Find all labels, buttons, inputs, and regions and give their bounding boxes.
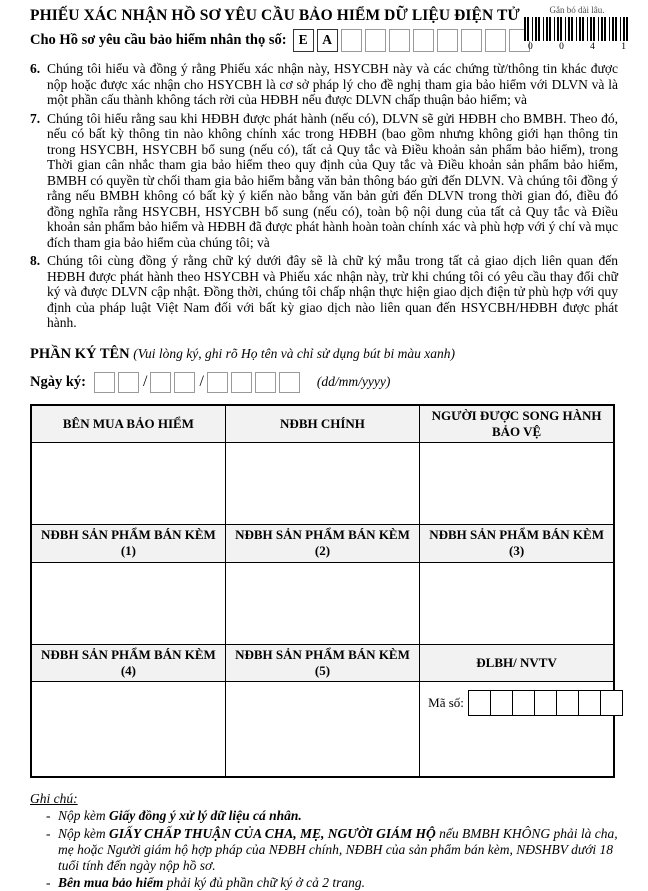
note-item-3	[30, 875, 618, 891]
clause-text: Chúng tôi cùng đồng ý rằng chữ ký dưới đây sẽ là chữ ký mẫu trong tất cả giao dịch liên quan đến HĐBH được phát hành theo HSYCBH và Phiếu xác nhận này, trừ khi chúng tôi có yêu cầu thay đổi chữ ký và được DLVN cập nhật. Đồng thời, chúng tôi chấp nhận thực hiện giao dịch điện tử phù hợp với quy định của pháp luật Việt Nam đối với bất kỳ giao dịch nào liên quan đến HSYCBH/HĐBH được phát hành.	[47, 253, 618, 331]
table-header-row-2	[31, 525, 614, 563]
fill-box[interactable]	[389, 29, 410, 52]
fill-box[interactable]	[468, 690, 491, 716]
signing-date-row	[30, 372, 618, 393]
fill-box[interactable]	[174, 372, 195, 393]
clause-number: 7.	[30, 111, 47, 251]
clause-text: Chúng tôi hiểu và đồng ý rằng Phiếu xác nhận này, HSYCBH này và các chứng từ/thông tin khác được nộp hoặc được xác nhận cho HSYCBH là cơ sở pháp lý cho đề nghị tham gia bảo hiểm với DLVN và là một phần cấu thành không tách rời của HĐBH nếu được DLVN chấp thuận bảo hiểm; và	[47, 61, 618, 108]
signature-cell-san-pham-3[interactable]	[420, 562, 614, 644]
date-format-hint: (dd/mm/yyyy)	[317, 374, 390, 390]
signing-date-label: Ngày ký:	[30, 374, 86, 391]
barcode-digit: 4	[590, 41, 595, 53]
header-san-pham-ban-kem-2: NĐBH SẢN PHẨM BÁN KÈM (2)	[225, 525, 419, 563]
notes-title: Ghi chú:	[30, 791, 618, 807]
page-title: PHIẾU XÁC NHẬN HỒ SƠ YÊU CẦU BẢO HIỂM DỮ LIỆU ĐIỆN TỬ	[30, 7, 522, 25]
brand-slogan: Gắn bó dài lâu.	[514, 5, 640, 16]
signature-row-1	[31, 443, 614, 525]
signature-cell-dlbh-nvtv[interactable]	[420, 682, 614, 777]
barcode-digits	[514, 41, 640, 53]
clauses-list	[30, 61, 618, 331]
table-header-row-3	[31, 644, 614, 682]
signing-date-year-boxes	[207, 372, 303, 393]
signature-row-3	[31, 682, 614, 777]
barcode-block	[514, 5, 640, 53]
header-ben-mua-bao-hiem: BÊN MUA BẢO HIỂM	[31, 405, 225, 443]
header-nguoi-duoc-song-hanh-bao-ve: NGƯỜI ĐƯỢC SONG HÀNH BẢO VỆ	[420, 405, 614, 443]
signature-section-note: (Vui lòng ký, ghi rõ Họ tên và chỉ sử dụng bút bi màu xanh)	[133, 346, 455, 361]
note-bullet: -	[46, 808, 58, 824]
policy-number-boxes	[293, 29, 533, 52]
clause-8	[30, 253, 618, 331]
notes-section	[30, 791, 618, 891]
agent-code-line	[420, 682, 613, 716]
date-separator: /	[143, 373, 147, 391]
signature-table	[30, 404, 615, 778]
signature-cell-san-pham-4[interactable]	[31, 682, 225, 777]
header-san-pham-ban-kem-3: NĐBH SẢN PHẨM BÁN KÈM (3)	[420, 525, 614, 563]
signature-cell-ben-mua-bao-hiem[interactable]	[31, 443, 225, 525]
policy-prefix-box-1[interactable]: E	[293, 29, 314, 52]
barcode-digit: 0	[528, 41, 533, 53]
note-bullet: -	[46, 875, 58, 891]
policy-empty-boxes	[341, 29, 533, 52]
fill-box[interactable]	[150, 372, 171, 393]
fill-box[interactable]	[461, 29, 482, 52]
fill-box[interactable]	[231, 372, 252, 393]
header-san-pham-ban-kem-5: NĐBH SẢN PHẨM BÁN KÈM (5)	[225, 644, 419, 682]
fill-box[interactable]	[118, 372, 139, 393]
signature-row-2	[31, 562, 614, 644]
fill-box[interactable]	[578, 690, 601, 716]
clause-text: Chúng tôi hiểu rằng sau khi HĐBH được phát hành (nếu có), DLVN sẽ gửi HĐBH cho BMBH. Theo đó, nếu có bất kỳ thông tin nào không chính xác trong HĐBH (bao gồm nhưng không giới hạn thông tin trong HSYCBH, HSYCBH bổ sung (nếu có), tất cả Quy tắc và Điều khoản sản phẩm bảo hiểm), trong Thời gian cân nhắc tham gia bảo hiểm theo quy định của Quy tắc và Điều khoản sản phẩm bảo hiểm, BMBH có quyền từ chối tham gia bảo hiểm bằng văn bản thông báo gửi đến DLVN. Và chúng tôi đồng ý rằng nếu BMBH không có bất kỳ ý kiến nào bằng văn bản gửi đến DLVN trong thời gian đó, điều đó đồng nghĩa rằng HSYCBH, HSYCBH bổ sung (nếu có), toàn bộ nội dung của tất cả Quy tắc và Điều khoản sản phẩm bảo hiểm và HĐBH đã được phát hành hoàn toàn chính xác và phù hợp với ý chí và mục đích tham gia bảo hiểm của chúng tôi; và	[47, 111, 618, 251]
fill-box[interactable]	[413, 29, 434, 52]
header-ndbh-chinh: NĐBH CHÍNH	[225, 405, 419, 443]
fill-box[interactable]	[341, 29, 362, 52]
header-san-pham-ban-kem-4: NĐBH SẢN PHẨM BÁN KÈM (4)	[31, 644, 225, 682]
signature-cell-san-pham-5[interactable]	[225, 682, 419, 777]
policy-prefix-box-2[interactable]: A	[317, 29, 338, 52]
clause-number: 6.	[30, 61, 47, 108]
clause-6	[30, 61, 618, 108]
fill-box[interactable]	[437, 29, 458, 52]
fill-box[interactable]	[600, 690, 623, 716]
note-text: Nộp kèm Giấy đồng ý xử lý dữ liệu cá nhân.	[58, 808, 618, 824]
fill-box[interactable]	[490, 690, 513, 716]
signature-section-title: PHẦN KÝ TÊN	[30, 346, 130, 362]
fill-box[interactable]	[279, 372, 300, 393]
barcode-digit: 1	[621, 41, 626, 53]
header-dlbh-nvtv: ĐLBH/ NVTV	[420, 644, 614, 682]
fill-box[interactable]	[94, 372, 115, 393]
clause-7	[30, 111, 618, 251]
note-text: Nộp kèm GIẤY CHẤP THUẬN CỦA CHA, MẸ, NGƯỜI GIÁM HỘ nếu BMBH KHÔNG phải là cha, mẹ hoặc Người giám hộ hợp pháp của NĐBH chính, NĐBH của sản phẩm bán kèm, NĐSHBV dưới 18 tuổi tính đến ngày nộp hồ sơ.	[58, 826, 618, 873]
signature-cell-ndbh-chinh[interactable]	[225, 443, 419, 525]
note-text: Bên mua bảo hiểm phải ký đủ phần chữ ký ở cả 2 trang.	[58, 875, 618, 891]
agent-code-label: Mã số:	[428, 695, 464, 711]
signing-date-day-boxes	[94, 372, 142, 393]
fill-box[interactable]	[512, 690, 535, 716]
date-separator: /	[199, 373, 203, 391]
note-item-1	[30, 808, 618, 824]
table-header-row-1	[31, 405, 614, 443]
fill-box[interactable]	[207, 372, 228, 393]
fill-box[interactable]	[485, 29, 506, 52]
header-san-pham-ban-kem-1: NĐBH SẢN PHẨM BÁN KÈM (1)	[31, 525, 225, 563]
clause-number: 8.	[30, 253, 47, 331]
signature-cell-san-pham-2[interactable]	[225, 562, 419, 644]
form-header	[30, 7, 618, 53]
note-item-2	[30, 826, 618, 873]
signature-cell-nguoi-duoc-song-hanh-bao-ve[interactable]	[420, 443, 614, 525]
fill-box[interactable]	[255, 372, 276, 393]
fill-box[interactable]	[365, 29, 386, 52]
barcode-icon	[524, 17, 630, 41]
barcode-digit: 0	[559, 41, 564, 53]
signature-cell-san-pham-1[interactable]	[31, 562, 225, 644]
fill-box[interactable]	[556, 690, 579, 716]
agent-code-boxes	[468, 690, 623, 716]
policy-number-label: Cho Hồ sơ yêu cầu bảo hiểm nhân thọ số:	[30, 32, 287, 49]
fill-box[interactable]	[534, 690, 557, 716]
signing-date-month-boxes	[150, 372, 198, 393]
signature-section-heading	[30, 346, 618, 363]
note-bullet: -	[46, 826, 58, 873]
